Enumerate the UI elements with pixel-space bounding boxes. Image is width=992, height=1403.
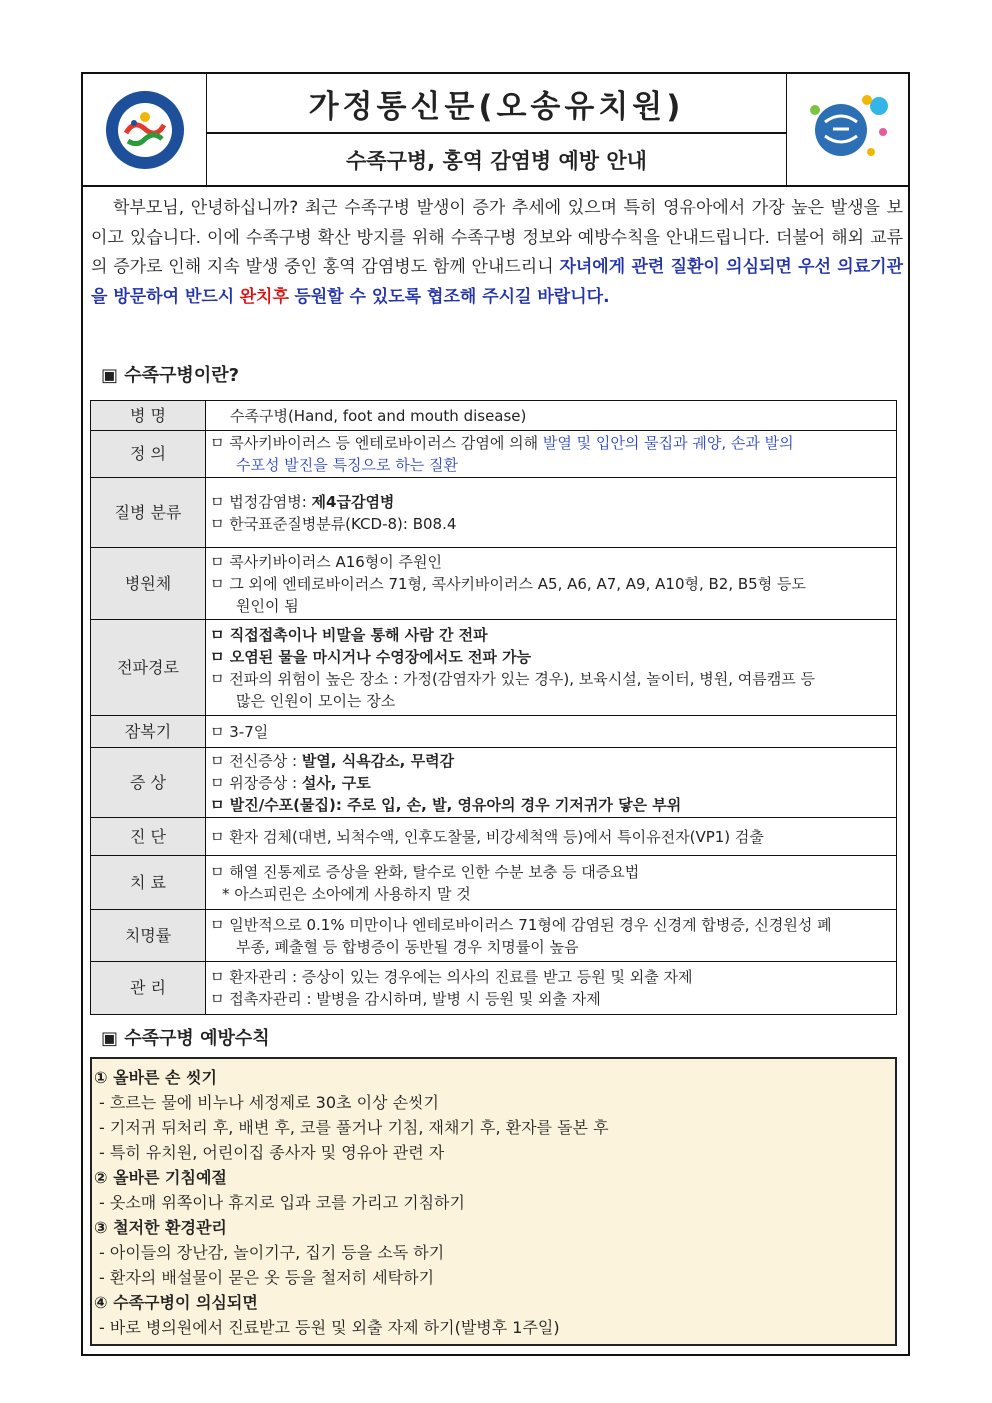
transmission-line: 많은 인원이 모이는 장소: [236, 691, 396, 710]
prevention-heading: ③ 철저한 환경관리: [94, 1218, 227, 1237]
row-label: 치명률: [91, 910, 206, 962]
table-row: [91, 431, 897, 478]
classification-text: ㅁ 법정감염병:: [210, 492, 312, 511]
row-value: 수족구병(Hand, foot and mouth disease): [206, 401, 897, 431]
fatality-line: 부종, 폐출혈 등 합병증이 동반될 경우 치명률이 높음: [236, 937, 579, 956]
fatality-line: ㅁ 일반적으로 0.1% 미만이나 엔테로바이러스 71형에 감염된 경우 신경계 합병증, 신경원성 폐: [210, 915, 832, 934]
row-label: 치 료: [91, 856, 206, 910]
classification-code: ㅁ 한국표준질병분류(KCD-8): B08.4: [210, 514, 457, 533]
intro-text: 학부모님, 안녕하십니까? 최근 수족구병 발생이 증가 추세에 있으며 특히 영유아에서 가장 높은 발생을 보이고 있습니다. 이에 수족구병 확산 방지를 위해 수족구병 정보와 예방수칙을 안내드립니다. 더불어 해외 교류의 증가로 인해 지속 발생 중인 홍역 감염병도 함께 안내드리니: [91, 198, 903, 277]
row-value: [206, 431, 897, 478]
table-row: [91, 962, 897, 1015]
kindergarten-emblem-icon: [104, 89, 186, 171]
prevention-item: - 바로 병의원에서 진료받고 등원 및 외출 자제 하기(발병후 1주일): [99, 1318, 560, 1337]
symptom-bold: 발열, 식욕감소, 무력감: [301, 751, 455, 770]
page-subtitle: 수족구병, 홍역 감염병 예방 안내: [346, 148, 647, 173]
row-label: 정 의: [91, 431, 206, 478]
prevention-heading: ④ 수족구병이 의심되면: [94, 1293, 258, 1312]
table-row: [91, 478, 897, 548]
newsletter-frame: [81, 72, 910, 1356]
row-value: [206, 478, 897, 548]
row-value: ㅁ 3-7일: [206, 716, 897, 748]
prevention-item: - 환자의 배설물이 묻은 옷 등을 철저히 세탁하기: [99, 1268, 435, 1287]
pathogen-line: 원인이 됨: [236, 596, 299, 615]
table-row: [91, 818, 897, 856]
row-label: 관 리: [91, 962, 206, 1015]
row-value: [206, 548, 897, 620]
table-row: [91, 716, 897, 748]
table-row: [91, 748, 897, 818]
management-line: ㅁ 접촉자관리 : 발병을 감시하며, 발병 시 등원 및 외출 자제: [210, 990, 601, 1008]
definition-highlight-2: 수포성 발진을 특징으로 하는 질환: [236, 456, 458, 474]
kindergarten-logo: [83, 74, 207, 185]
symptom-line: ㅁ 발진/수포(물집): 주로 입, 손, 발, 영유아의 경우 기저귀가 닿은 부위: [210, 795, 682, 814]
row-value: [206, 910, 897, 962]
symptom-text: ㅁ 위장증상 :: [210, 773, 302, 792]
intro-highlight-2: 등원할 수 있도록 협조해 주시길 바랍니다.: [294, 286, 610, 307]
row-label: 증 상: [91, 748, 206, 818]
row-value: [206, 748, 897, 818]
prevention-item: - 흐르는 물에 비누나 세정제로 30초 이상 손씻기: [99, 1093, 439, 1112]
row-label: 병 명: [91, 401, 206, 431]
transmission-line: ㅁ 오염된 물을 마시거나 수영장에서도 전파 가능: [210, 647, 532, 666]
row-label: 질병 분류: [91, 478, 206, 548]
section-title-prevention: ▣ 수족구병 예방수칙: [101, 1028, 270, 1049]
prevention-heading: ① 올바른 손 씻기: [94, 1068, 217, 1087]
definition-highlight: 발열 및 입안의 물집과 궤양, 손과 발의: [542, 434, 794, 452]
row-value: [206, 856, 897, 910]
table-row: [91, 620, 897, 716]
intro-paragraph: [91, 194, 903, 312]
prevention-box: [90, 1057, 897, 1346]
row-value: [206, 962, 897, 1015]
section-title-about: ▣ 수족구병이란?: [101, 365, 240, 386]
integrity-world-icon: [805, 92, 891, 168]
prevention-item: - 옷소매 위쪽이나 휴지로 입과 코를 가리고 기침하기: [99, 1193, 465, 1212]
treatment-note: * 아스피린은 소아에게 사용하지 말 것: [222, 884, 471, 903]
prevention-heading: ② 올바른 기침예절: [94, 1168, 227, 1187]
table-row: [91, 548, 897, 620]
row-value: ㅁ 환자 검체(대변, 뇌척수액, 인후도찰물, 비강세척액 등)에서 특이유전자(VP1) 검출: [206, 818, 897, 856]
table-row: [91, 856, 897, 910]
definition-text: ㅁ 콕사키바이러스 등 엔테로바이러스 감염에 의해: [210, 434, 543, 452]
transmission-line: ㅁ 직접접촉이나 비말을 통해 사람 간 전파: [210, 625, 488, 644]
row-label: 병원체: [91, 548, 206, 620]
prevention-item: - 특히 유치원, 어린이집 종사자 및 영유아 관련 자: [99, 1143, 445, 1162]
title-box: [207, 74, 786, 185]
management-line: ㅁ 환자관리 : 증상이 있는 경우에는 의사의 진료를 받고 등원 및 외출 자제: [210, 968, 693, 986]
intro-highlight-1: 자녀에게 관련 질환이 의심되면 우선 의료기관을 방문하여 반드시: [91, 257, 903, 307]
intro-highlight-red: 완치후: [239, 286, 289, 307]
integrity-logo: [786, 74, 908, 185]
pathogen-line: ㅁ 그 외에 엔테로바이러스 71형, 콕사키바이러스 A5, A6, A7, A9, A10형, B2, B5형 등도: [210, 574, 806, 593]
pathogen-line: ㅁ 콕사키바이러스 A16형이 주원인: [210, 552, 443, 571]
classification-bold: 제4급감염병: [311, 492, 395, 511]
row-value: [206, 620, 897, 716]
row-label: 전파경로: [91, 620, 206, 716]
transmission-line: ㅁ 전파의 위험이 높은 장소 : 가정(감염자가 있는 경우), 보육시설, 놀이터, 병원, 여름캠프 등: [210, 669, 815, 688]
treatment-line: ㅁ 해열 진통제로 증상을 완화, 탈수로 인한 수분 보충 등 대증요법: [210, 862, 640, 881]
prevention-item: - 기저귀 뒤처리 후, 배변 후, 코를 풀거나 기침, 재채기 후, 환자를 돌본 후: [99, 1118, 609, 1137]
row-label: 잠복기: [91, 716, 206, 748]
page-title: 가정통신문(오송유치원): [207, 74, 786, 134]
symptom-text: ㅁ 전신증상 :: [210, 751, 302, 770]
disease-info-table: [90, 400, 897, 1015]
table-row: [91, 910, 897, 962]
prevention-item: - 아이들의 장난감, 놀이기구, 집기 등을 소독 하기: [99, 1243, 445, 1262]
header: [83, 74, 908, 187]
table-row: [91, 401, 897, 431]
row-label: 진 단: [91, 818, 206, 856]
symptom-bold: 설사, 구토: [301, 773, 371, 792]
